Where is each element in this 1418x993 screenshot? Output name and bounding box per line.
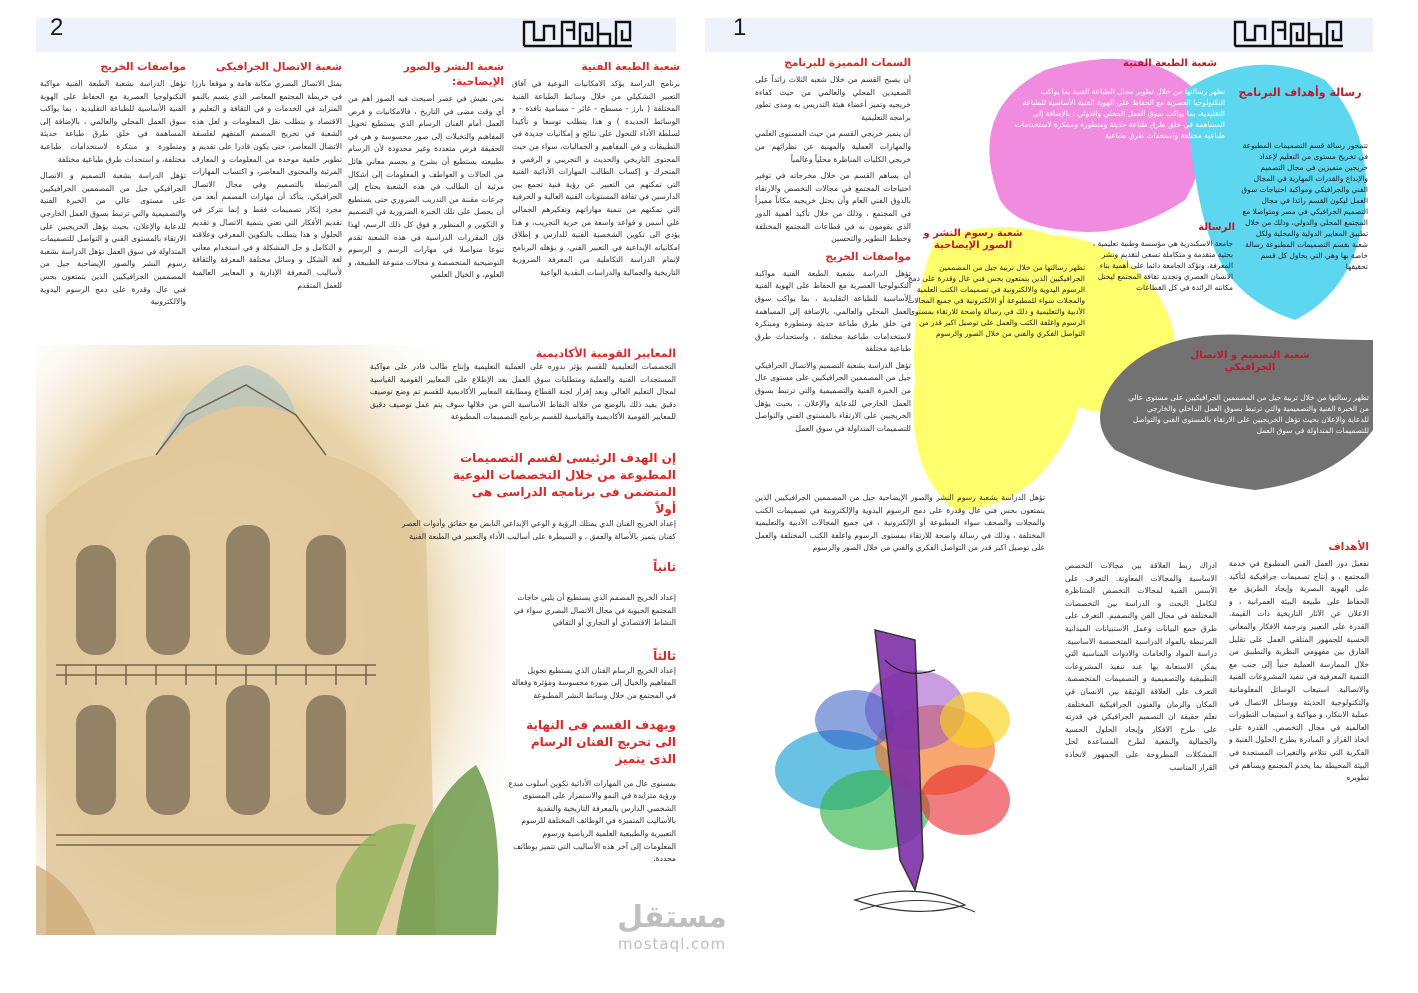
column-graphic-communication xyxy=(192,60,342,322)
main-goal-section xyxy=(400,450,676,576)
brand-logo xyxy=(1233,18,1345,48)
feature-item: أن يتميز خريجي القسم من حيث المستوى العلمي والمهارات العملية والمهنية عن نظرائهم من خريجي الكليات المناظرة محلياً وعالمياً xyxy=(755,129,911,164)
page-number: 2 xyxy=(50,14,64,41)
section-body-graphic-communication: يمثل الاتصال البصري مكانة هامة و موقعا بارزا في خريطة المجتمع المعاصر الذي يتسم بالنمو المتزايد في الخدمات و في الثقافة و التعليم و الاقتصاد و يتطلب نقل المعلومات و لعل هذه الشعبة في تخريج المصمم المتفهم لفلسفة الاتصال المعاصر، حتى يكون قادرا على تقديم و تطوير خلفية موحدة من المعلومات و المعارف المرئية والمحتوى المعاصر، و اكتساب المهارات المرتبطة بالتصميم وفي مجال الاتصال الجرافيكي. يتأكد أن مهارات المصمم أبعد من مجرد إتكار تصميمات فقط و إنما تتركز في تقديم الأفكار التي تعني بتنمية الاتصال و تقديم الحلول و هذا يتطلب بالتكوين المعرفي وعلاقته و التكامل و حل المشكلة و في استخدام معاني لغة الشكل و وسائل مختلفة المعرفة والثقافة لأساليب المعرفة الإدارية و المعايير العالمية للعمل المتقدم xyxy=(192,79,342,290)
petal-title-mission: رسالة وأهداف البرنامج xyxy=(1238,86,1362,99)
graduate-print: تؤهل الدراسة بشعبة الطبعة الفنية مواكبة التكنولوجيا العصرية مع الحفاظ على الهوية الفنية الأساسية للطباعة التقليدية ، بما يواكب سوق العمل المحلي والعالمي، بالإضافة إلى المساهمة في خلق طرق طباعة حديثة ومتطورة ومبتكرة لاستخدامات طباعية مختلفة ، واستحداث طرق طباعية مختلفة xyxy=(755,268,911,354)
section-title-graphic-communication: شعبة الاتصال الجرافيكى xyxy=(215,61,342,73)
graduate-design: تؤهل الدراسة بشعبة التصميم والاتصال الجرافيكي جيل من المصممين الجرافيكيين على مستوى عال من الخبرة الفنية والتصميمية والتي ترتبط بسوق العمل الخارجي للدعاية والإعلان ، بحيث يؤهل الخريجيين على الارتقاء بالمستوى الفني والتواصل للتصميمات المتداولة في سوق العمل xyxy=(755,360,911,433)
pen-splash-artwork xyxy=(765,600,1055,930)
section-title-graduate-specs: مواصفات الخريج xyxy=(100,61,186,73)
objectives-list-one: تفعيل دور العمل الفني المطبوع في خدمة المجتمع ، و إنتاج تصميمات جرافيكية لتأكيد على الهوية البصرية وإيجاد الطريق مع الحفاظ على طبيعة البيئة العمرانية ، و الاعلان عن الآثار التاريخية ذات القيمة. القدرة على التعبير وترجمة الافكار والمعاني الحسية للجمهور المتلقي العمل على تقليل الفارق بين مفهومي النظرية والتطبيق من خلال الممارسة العملية جنباً إلى جنب مع التنمية المعرفية في تنفيذ المشروعات الفنية والاتصالية. استيعاب الوسائل المعلوماتية والتكنولوجية الحديثة ووسائل الاتصال في عملية الابتكار، و مواكبة و استيعاب التطورات العالمية في مجال التخصص. القدرة على اتخاذ القرار و المبادرة بطرح الحلول الفنية و الفكرية التي تتلاءم والتغيرات المستجدة في البيئة المحيطة بما يخدم المجتمع ويساهم في تطويره xyxy=(1229,559,1369,783)
kufic-logo-icon xyxy=(1233,18,1345,48)
petal-title-illustration: شعبة رسوم النشر و الصور الإيضاحية xyxy=(923,228,1023,251)
petal-title-graphic-design: شعبة التصميم و الاتصال الجرافيكي xyxy=(1190,350,1310,373)
second-label: ثانياً xyxy=(653,560,676,575)
watermark-arabic: مستقل xyxy=(617,900,727,935)
column-graduate-specs xyxy=(40,60,186,322)
third-body: إعداد الخريج الرسام الفنان الذي يستطيع تحويل المفاهيم والخيال إلى صورة محسوسة ومؤثرة وفعالة في المجتمع من خلال وسائط النشر المطبوعة xyxy=(511,665,676,700)
graduate-title: مواصفات الخريج xyxy=(825,250,911,263)
section-body-illustration: نحن نعيش في عصر أصبحت فيه الصور أهم من أي وقت مضى في التاريخ ، فالامكانيات و فرص العمل أمام الفنان الرسام الذي يستطيع تحويل المفاهيم والتخيلات إلى صور محسوسة و هي في الحقيقة فرص متعددة وغير محدودة لأن الرسام بطبيعته يستطيع أن يشرح و يجسم معاني هائل من الحالات و العواطف و المعلومات إلى أشكال مرئية أن الطالب في هذه الشعبة يحتاج إلى جرعات مقننة من التدريب الضروري حتى يستطيع أن يحصل على تلك الخبرة الضرورية في التصميم و التكوين و المنظور و فوق كل ذلك الرسم، لهذا فإن المقررات الدراسية في هذه الشعبة تقدم تنوعا متواصلا في مهارات الرسم و الرسوم التوضيحية المتخصصة و مجالات متنوعة الطبيعة، و العلوم، و الخيال العلمي xyxy=(348,94,504,280)
feature-item: أن يساهم القسم من خلال مخرجاته في توفير احتياجات المجتمع في مجالات التخصص والارتقاء بالذوق الفني العام وأن يحتل خريجيه مكاناً مميزاً في المجتمع ، وذلك من خلال تأكيد أهمية الدور الذي يقومون به في قطاعات المجتمع المختلفة وخطط التطوير والتحسين xyxy=(755,171,911,244)
petal-body-university-mission: جامعة الاسكندرية هي مؤسسة وطنية تعليمية ، بحثية متقدمة و متكاملة تسعى لتقديم ونشر المعرفة، وتؤكد الجامعة دائما على أهمية بناء الانسان العصري وتجديد ثقافة المجتمع ليحتل مكانته الرائدة في كل القطاعات xyxy=(1092,239,1233,292)
building-illustration xyxy=(36,345,506,935)
objectives-title: الأهداف xyxy=(1328,541,1369,553)
first-label: أولاً xyxy=(655,502,676,516)
graduate-illustration-block xyxy=(755,492,1045,592)
section-title-illustration: شعبة النشر والصور الإيضاحية: xyxy=(403,61,504,88)
section-title-print-art: شعبة الطبعة الفنية xyxy=(581,61,680,73)
second-body: إعداد الخريج المصمم الذي يستطيع أن يلبي حاجات المجتمع الحيوية في مجال الاتصال البصري سواء في النشاط الاقتصادي أو التجاري أو الثقافي xyxy=(513,593,676,628)
petal-body-illustration: تظهر رسالتها من خلال تربية جيل من المصممين الجرافيكيين الذين يتمتعون بحس فني عال وقدرة على دمج الرسوم اليدوية والالكترونية في تصميمات الكتب العلمية والمجلات سواء للمطبوعة أو الالكترونية في جميع المجالات الأدبية والتعليمية و ذلك في رسالة واضحة للارتقاء بمستوى الرسوم واغلفة الكتب والعمل على توصيل اكبر قدر من التواصل الفكري والفني من خلال الصور والرسوم xyxy=(907,263,1085,338)
standards-title: المعايير القومية الأكاديمية xyxy=(535,347,676,360)
column-features xyxy=(755,56,911,446)
column-print-art xyxy=(512,60,680,322)
features-title: السمات المميزة للبرنامج xyxy=(784,57,911,69)
objectives-list-two: ادراك ربط العلاقة بين مجالات التخصص الاساسية والمجالات المعاونة. التعرف على الأسس الفنية لمجالات التخصص المتناظرة لتكامل البحث و الدراسة بين التخصصات المختلفة في مجال الفن والتصميم. التعرف على طرق جمع البيانات وعمل الاستبيانات الميدانية المرتبطة بالمواد الدراسية المتخصصة الاساسية. دراسة المواد والخامات والادوات المناسبة التي يمكن الاستعانة بها عند تنفيذ المشروعات التطبيقية والتصميمية و التصميمات المتخصصة. التعرف على العلاقة الوثيقة بين الانسان في المكان والزمان والفنون الجرافيكية المختلفة. تعلم حقيقة ان التصميم الجرافيكي في قدرته على طرح الافكار وإيجاد الحلول الحسية والجمالية والنفعية لطرح المساعدة لحل المشكلات المطروحة على الجمهور لاتخاذه القرار المناسب xyxy=(1065,561,1217,772)
kufic-logo-icon xyxy=(522,18,634,48)
petal-title-university-mission: الرسالة xyxy=(1198,222,1235,233)
section-body-print-art: برنامج الدراسة يؤكد الامكانيات النوعية في آفاق التعبير التشكيلي من خلال وسائط الطباعة الفنية المختلفة ( بارز - مسطح - غائر - مسامية نافذة - و الوسائط الجديدة ) و هذا يتطلب توسعا و تأكيدا لسلطة الأداء للتحول على نتائج و إمكانيات جديدة في التطبيقات و في المفاهيم و الجماليات، سواء من حيث المحتوى التاريخي والحديث و التجريبي و الرقمي و المتحرك و إكساب الطالب المهارات الأدائية الفنية التي تمكنهم من التعبير عن رؤية فنية تجمع بين الدارسين في ثقافة المستويات الفنية العالية و الحرفية التي تمكنهم من تنمية مهاراتهم وتفكيرهم الجمالي علي أسس و قواعد واسعة من حرية التجريب، و هذا يؤدي الى تكوين الشخصية الفنية للدارس و إطلاق امكانياته الإبداعية في التعبير الفني، و يؤهله البرنامج لإتمام الدراسة التكاملية من المعرفة الضرورية التاريخية والجمالية والدراسات النقدية الواعية xyxy=(512,79,680,277)
objectives-column-one xyxy=(1229,540,1369,935)
petal-body-mission: تتمحور رسالة قسم التصميمات المطبوعة في تخريج مستوى من التعليم لإعداد خريجين متميزين في مجال التصميم والإبداع والقدرات المهارية في المجال الفني والجرافيكي ومواكبة احتياجات سوق العمل ليكون القسم رائدا في مجال التصميم الجرافيكي في مصر ومتواصلا مع المجتمع المحلي والدولي، وذلك من خلال تطبيق المعايير الدولية والمحلية ولكل شعبة بقسم التصميمات المطبوعة رسالة خاصة بها وهي التي يحاول كل قسم تحقيقها xyxy=(1241,141,1368,271)
column-illustration xyxy=(348,60,504,322)
graduate-specs-design: تؤهل الدراسة بشعبة التصميم و الاتصال الجرافيكي جيل من المصممين الجرافيكيين على مستوى عالي من الخبرة الفنية والتصميمية والتي ترتبط بسوق العمل الخارجي للدعاية والإعلان، بحيث يؤهل الخريجيين على الارتقاء بالمستوى الفني و التواصل للتصميمات المتداولة في سوق العمل تؤهل الدراسة بشعبة رسوم النشر والصور الإيضاحية جيل من المصممين الجرافيكيين الذين يتمتعون بحس فني عال وقدرة على دمج الرسوم اليدوية والالكترونية xyxy=(40,171,186,307)
building-watercolor-icon xyxy=(36,345,506,935)
brand-logo xyxy=(522,18,634,48)
petal-title-print-art: شعبة الطبعة الفنية xyxy=(1123,58,1217,69)
petal-body-print-art: تظهر رسالتها من خلال تطوير مجال الطباعة الفنية بما يواكب التكنولوجيا العصرية مع الحفاظ على الهوية الفنية الأساسية للطباعة التقليدية، بما يواكب سوق العمل المحلي والدولي ، بالإضافة إلى المساهمة في خلق طرق طباعة حديثة ومتطورة ومبتكرة لاستخدامات طباعية مختلفة واستحداث طرق طباعية xyxy=(1015,87,1225,140)
standards-section xyxy=(370,346,676,424)
graduate-illustration: تؤهل الدراسة بشعبة رسوم النشر والصور الإيضاحية جيل من المصممين الجرافيكيين الذين يتمتعون بحس فني عال وقدرة على دمج الرسوم اليدوية والإلكترونية في تصميمات الكتب والمجلات والصحف سواء المطبوعة أو الإلكترونية ، في جميع المجالات الأدبية والتعليمية المختلفة ، وذلك في رسالة واضحة للارتقاء بمستوى الرسوم واغلفة الكتب المختلفة والعمل على توصيل اكبر قدر من التواصل الفكري والفني من خلال الصور والرسوم xyxy=(755,493,1045,553)
second-goal-block xyxy=(508,592,676,866)
petal-body-graphic-design: تظهر رسالتها من خلال تربية جيل من المصممين الجرافيكيين على مستوى عالي من الخبرة الفنية والتصميمية والتي ترتبط بسوق العمل الداخلي والخارجي للدعاية والإعلان بحيث تؤهل الخريجيين على الارتقاء بالمستوى الفني والتواصل للتصميمات المتداولة في سوق العمل xyxy=(1128,393,1369,435)
colorful-pen-icon xyxy=(765,600,1055,930)
final-goal-title: ويهدف القسم فى النهاية الى تخريج الفنان الرسام الذى يتميز xyxy=(526,717,676,766)
graduate-specs-print: تؤهل الدراسة بشعبة الطبعة الفنية مواكبة التكنولوجيا العصرية مع الحفاظ على الهوية الفنية الأساسية للطباعة التقليدية ، بما يواكب سوق العمل المحلي والعالمي ، بالإضافة إلى المساهمة في خلق طرق طباعة حديثة ومتطورة و مبتكرة لاستخدامات طباعية مختلفة، و استحداث طرق طباعية مختلفة xyxy=(40,79,186,164)
third-label: ثالثاً xyxy=(653,648,676,663)
page-number: 1 xyxy=(733,14,747,41)
objectives-column-two xyxy=(1065,560,1217,935)
standards-body: التخصصات التعليمية للقسم يؤثر بدوره على العملية التعليمية وإنتاج طالب قادر على مواكبة المستجدات الفنية والعملية ومتطلبات سوق العمل بعد الإطلاع على المعايير القومية القياسية لمجال التعليم العالي وبعد إقرار لجنة القطاع ومطابقة المعايير الأكاديمية للقسم تم وضع توصيف دقيق يفيد ذلك بالوضع من خلاله النقاط الأساسية التي من خلالها سوف يتم عمل توصيف دقيق للمعايير القومية الأكاديمية والقياسية للقسم برنامج التصميمات المطبوعة xyxy=(370,362,676,422)
final-goal-body: بمستوى عال من المهارات الأدائية تكوين أسلوب مبدع ورؤية متزايدة في النمو والاستمرار على المستوى الشخصي الدارس بالمعرفة التاريخية والنقدية بالأساليب المتميزة في الوظائف المختلفة للرسوم التعبيرية والطبيعية العلمية الرياضية ورسوم المعلومات إلى آخر هذه الأساليب التي تتميز بوظائف محددة. xyxy=(508,778,676,864)
page-one xyxy=(705,0,1418,993)
mostaql-watermark xyxy=(612,900,732,952)
first-body: إعداد الخريج الفنان الذي يمتلك الرؤية و الوعي الإبداعي النابض مع حقائق وأدوات العصر كفنان يتميز بالأصالة والعمق ، و السيطرة على أساليب الأداء والتعبير في الطبعة الفنية xyxy=(401,519,676,541)
page-two xyxy=(0,0,705,993)
main-goal-title: إن الهدف الرئيسى لقسم التصميمات المطبوعة من خلال التخصصات النوعية المتضمن فى برنامجه الدراسى هى xyxy=(452,451,676,499)
watermark-latin: mostaql.com xyxy=(617,935,727,953)
feature-item: أن يصبح القسم من خلال شعبه الثلاث رائداً على الصعيدين المحلي والعالمي من حيث كفاءة خريجيه وتميز أعضاء هيئة التدريس به ومدى تطور برامجه التعليمية xyxy=(755,75,911,122)
